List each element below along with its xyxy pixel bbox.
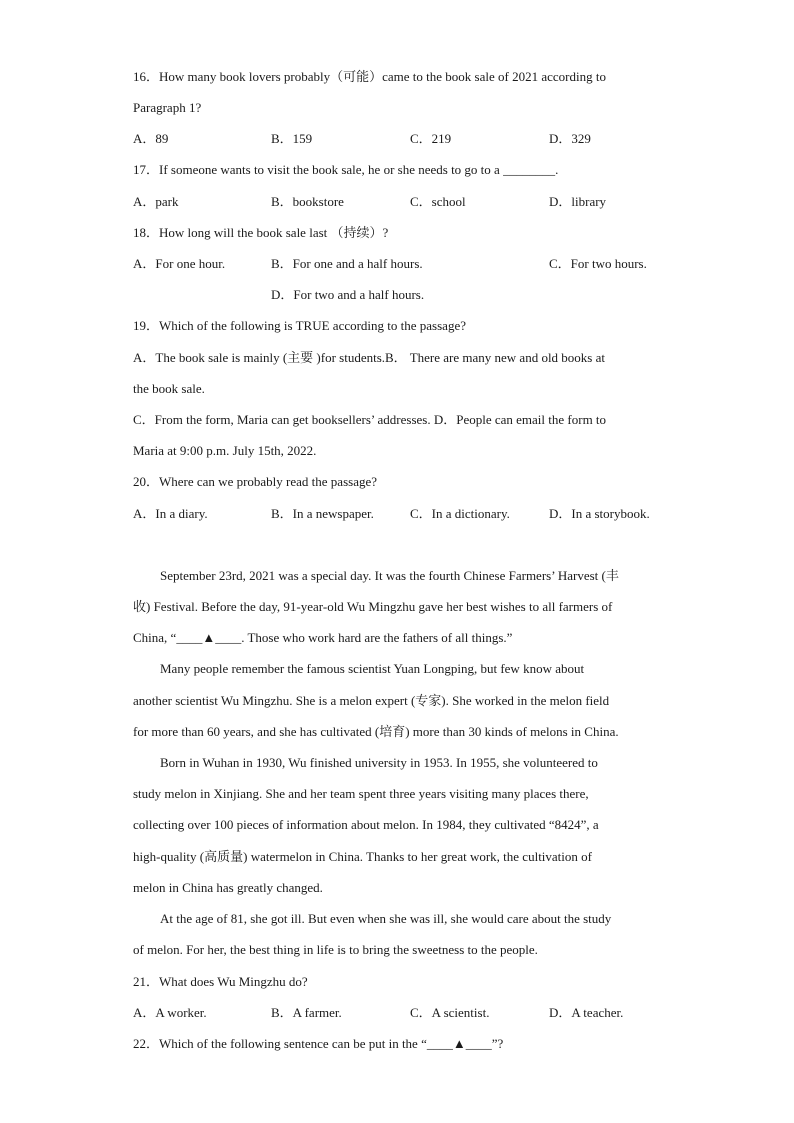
passage-line: of melon. For her, the best thing in life is to bring the sweetness to the people. bbox=[133, 942, 538, 957]
passage-line: At the age of 81, she got ill. But even when she was ill, she would care about the study bbox=[160, 911, 612, 926]
q16-stem-cont: Paragraph 1? bbox=[133, 100, 202, 115]
q16-option-b: B．159 bbox=[271, 131, 313, 146]
q21-option-d: D．A teacher. bbox=[549, 1005, 624, 1020]
q20-stem: 20．Where can we probably read the passage? bbox=[133, 474, 377, 489]
q16-option-d: D．329 bbox=[549, 131, 591, 146]
passage-line: Many people remember the famous scientist Yuan Longping, but few know about bbox=[160, 661, 585, 676]
q20-option-d: D．In a storybook. bbox=[549, 506, 650, 521]
passage-line: high-quality (高质量) watermelon in China. Thanks to her great work, the cultivation of bbox=[133, 849, 592, 864]
passage-line: Born in Wuhan in 1930, Wu finished university in 1953. In 1955, she volunteered to bbox=[160, 755, 598, 770]
passage-line: for more than 60 years, and she has cultivated (培育) more than 30 kinds of melons in China. bbox=[133, 724, 619, 739]
q20-option-a: A．In a diary. bbox=[133, 506, 208, 521]
q17-option-c: C．school bbox=[410, 194, 466, 209]
q20-option-b: B．In a newspaper. bbox=[271, 506, 374, 521]
passage-line: collecting over 100 pieces of information about melon. In 1984, they cultivated “8424”, a bbox=[133, 817, 599, 832]
q17-option-a: A．park bbox=[133, 194, 179, 209]
q21-option-a: A．A worker. bbox=[133, 1005, 207, 1020]
q18-option-c: C．For two hours. bbox=[549, 256, 647, 271]
q21-stem: 21．What does Wu Mingzhu do? bbox=[133, 974, 308, 989]
q21-option-b: B．A farmer. bbox=[271, 1005, 342, 1020]
q19-stem: 19．Which of the following is TRUE according to the passage? bbox=[133, 318, 466, 333]
q19-options-ab: A．The book sale is mainly (主要 )for students.B． There are many new and old books at bbox=[133, 350, 605, 365]
passage-line: melon in China has greatly changed. bbox=[133, 880, 323, 895]
q18-option-a: A．For one hour. bbox=[133, 256, 226, 271]
q17-option-d: D．library bbox=[549, 194, 607, 209]
q17-stem: 17．If someone wants to visit the book sale, he or she needs to go to a ________. bbox=[133, 162, 559, 177]
q19-options-cd-cont: Maria at 9:00 p.m. July 15th, 2022. bbox=[133, 443, 317, 458]
passage-line: China, “____▲____. Those who work hard are the fathers of all things.” bbox=[133, 630, 513, 645]
q20-option-c: C．In a dictionary. bbox=[410, 506, 510, 521]
q19-options-cd: C．From the form, Maria can get booksellers’ addresses. D．People can email the form to bbox=[133, 412, 607, 427]
passage-line: September 23rd, 2021 was a special day. It was the fourth Chinese Farmers’ Harvest (丰 bbox=[160, 568, 619, 583]
q19-options-ab-cont: the book sale. bbox=[133, 381, 205, 396]
q18-option-d: D．For two and a half hours. bbox=[271, 287, 425, 302]
q21-option-c: C．A scientist. bbox=[410, 1005, 490, 1020]
q17-option-b: B．bookstore bbox=[271, 194, 344, 209]
passage-line: another scientist Wu Mingzhu. She is a melon expert (专家). She worked in the melon field bbox=[133, 693, 610, 708]
q18-stem: 18．How long will the book sale last （持续）? bbox=[133, 225, 389, 240]
q16-option-c: C．219 bbox=[410, 131, 452, 146]
q22-stem: 22．Which of the following sentence can be put in the “____▲____”? bbox=[133, 1036, 504, 1051]
q16-option-a: A．89 bbox=[133, 131, 169, 146]
q18-option-b: B．For one and a half hours. bbox=[271, 256, 423, 271]
passage-line: 收) Festival. Before the day, 91-year-old Wu Mingzhu gave her best wishes to all farmers of bbox=[133, 599, 613, 614]
q16-stem: 16．How many book lovers probably（可能）came to the book sale of 2021 according to bbox=[133, 69, 606, 84]
passage-line: study melon in Xinjiang. She and her team spent three years visiting many places there, bbox=[133, 786, 589, 801]
